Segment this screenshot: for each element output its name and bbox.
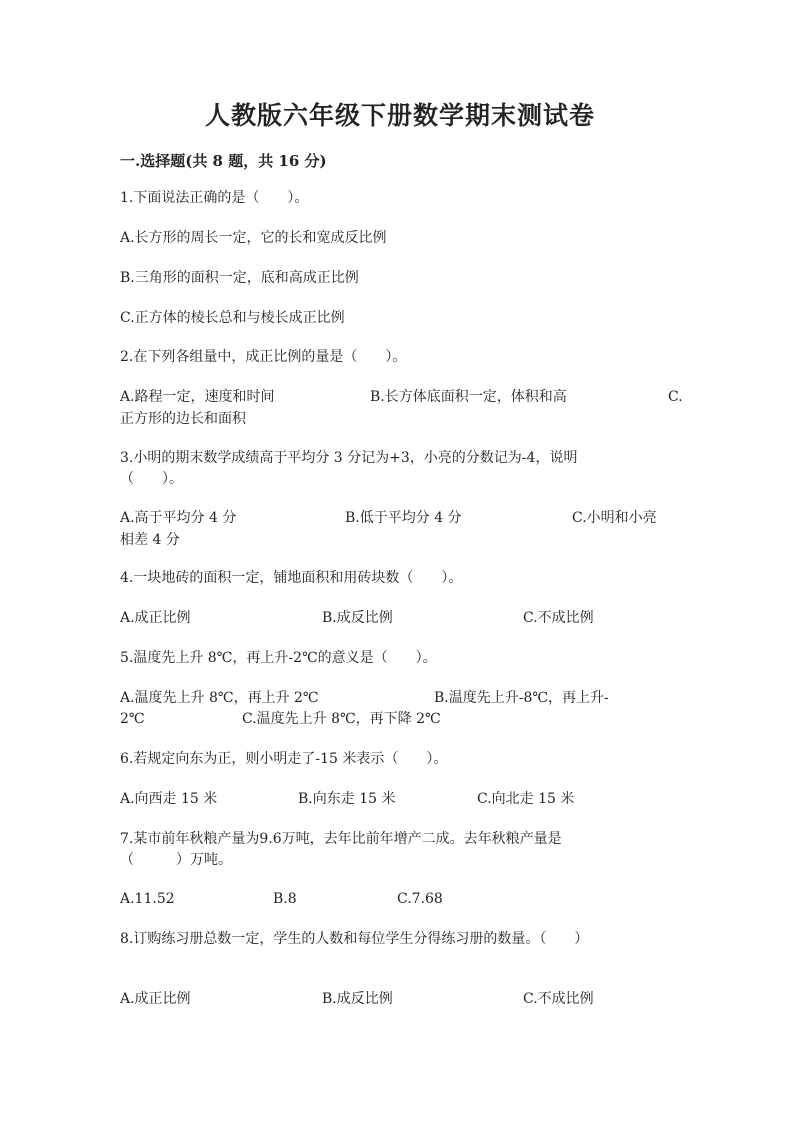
question-5-option-c: C.温度先上升 8℃，再下降 2℃ (242, 711, 441, 727)
question-8-option-a: A.成正比例 (120, 991, 191, 1007)
question-3-stem-line-2: （ ）。 (120, 471, 183, 487)
question-6-stem: 6.若规定向东为正，则小明走了-15 米表示（ ）。 (120, 751, 448, 767)
question-8-stem: 8.订购练习册总数一定，学生的人数和每位学生分得练习册的数量。（ ） (120, 931, 589, 947)
question-3-stem-line-1: 3.小明的期末数学成绩高于平均分 3 分记为+3，小亮的分数记为-4，说明 (120, 450, 578, 466)
question-2-stem: 2.在下列各组量中，成正比例的量是（ ）。 (120, 349, 407, 365)
page-title: 人教版六年级下册数学期末测试卷 (204, 101, 595, 130)
question-2-option-c-label: C. (668, 389, 683, 405)
question-3-option-c-continued: 相差 4 分 (120, 532, 180, 548)
question-1-option-a: A.长方形的周长一定，它的长和宽成反比例 (120, 230, 387, 246)
question-5-option-a: A.温度先上升 8℃，再上升 2℃ (120, 690, 319, 706)
question-2-option-c-text: 正方形的边长和面积 (120, 411, 246, 427)
question-7-option-a: A.11.52 (120, 891, 175, 907)
question-6-option-a: A.向西走 15 米 (120, 791, 218, 807)
question-8-option-b: B.成反比例 (322, 991, 393, 1007)
question-7-option-c: C.7.68 (397, 891, 443, 907)
question-1-option-b: B.三角形的面积一定，底和高成正比例 (120, 270, 359, 286)
question-7-stem-line-2: （ ）万吨。 (120, 852, 232, 868)
question-2-option-a: A.路程一定，速度和时间 (120, 389, 275, 405)
question-8-option-c: C.不成比例 (523, 991, 594, 1007)
question-4-option-c: C.不成比例 (523, 610, 594, 626)
question-1-option-c: C.正方体的棱长总和与棱长成正比例 (120, 310, 345, 326)
question-2-option-b: B.长方体底面积一定，体积和高 (370, 389, 567, 405)
question-3-option-b: B.低于平均分 4 分 (345, 510, 462, 526)
question-6-option-c: C.向北走 15 米 (477, 791, 575, 807)
question-7-stem-line-1: 7.某市前年秋粮产量为9.6万吨，去年比前年增产二成。去年秋粮产量是 (120, 831, 562, 847)
question-4-stem: 4.一块地砖的面积一定，铺地面积和用砖块数（ ）。 (120, 570, 463, 586)
question-5-stem: 5.温度先上升 8℃，再上升-2℃的意义是（ ）。 (120, 650, 437, 666)
question-3-option-c: C.小明和小亮 (572, 510, 657, 526)
question-4-option-b: B.成反比例 (322, 610, 393, 626)
question-3-option-a: A.高于平均分 4 分 (120, 510, 237, 526)
question-1-stem: 1.下面说法正确的是（ ）。 (120, 190, 309, 206)
question-5-option-b-continued: 2℃ (120, 711, 145, 727)
question-7-option-b: B.8 (273, 891, 297, 907)
question-4-option-a: A.成正比例 (120, 610, 191, 626)
question-5-option-b: B.温度先上升-8℃，再上升- (434, 690, 609, 706)
question-6-option-b: B.向东走 15 米 (298, 791, 396, 807)
section-heading: 一.选择题(共 8 题，共 16 分) (120, 152, 327, 170)
